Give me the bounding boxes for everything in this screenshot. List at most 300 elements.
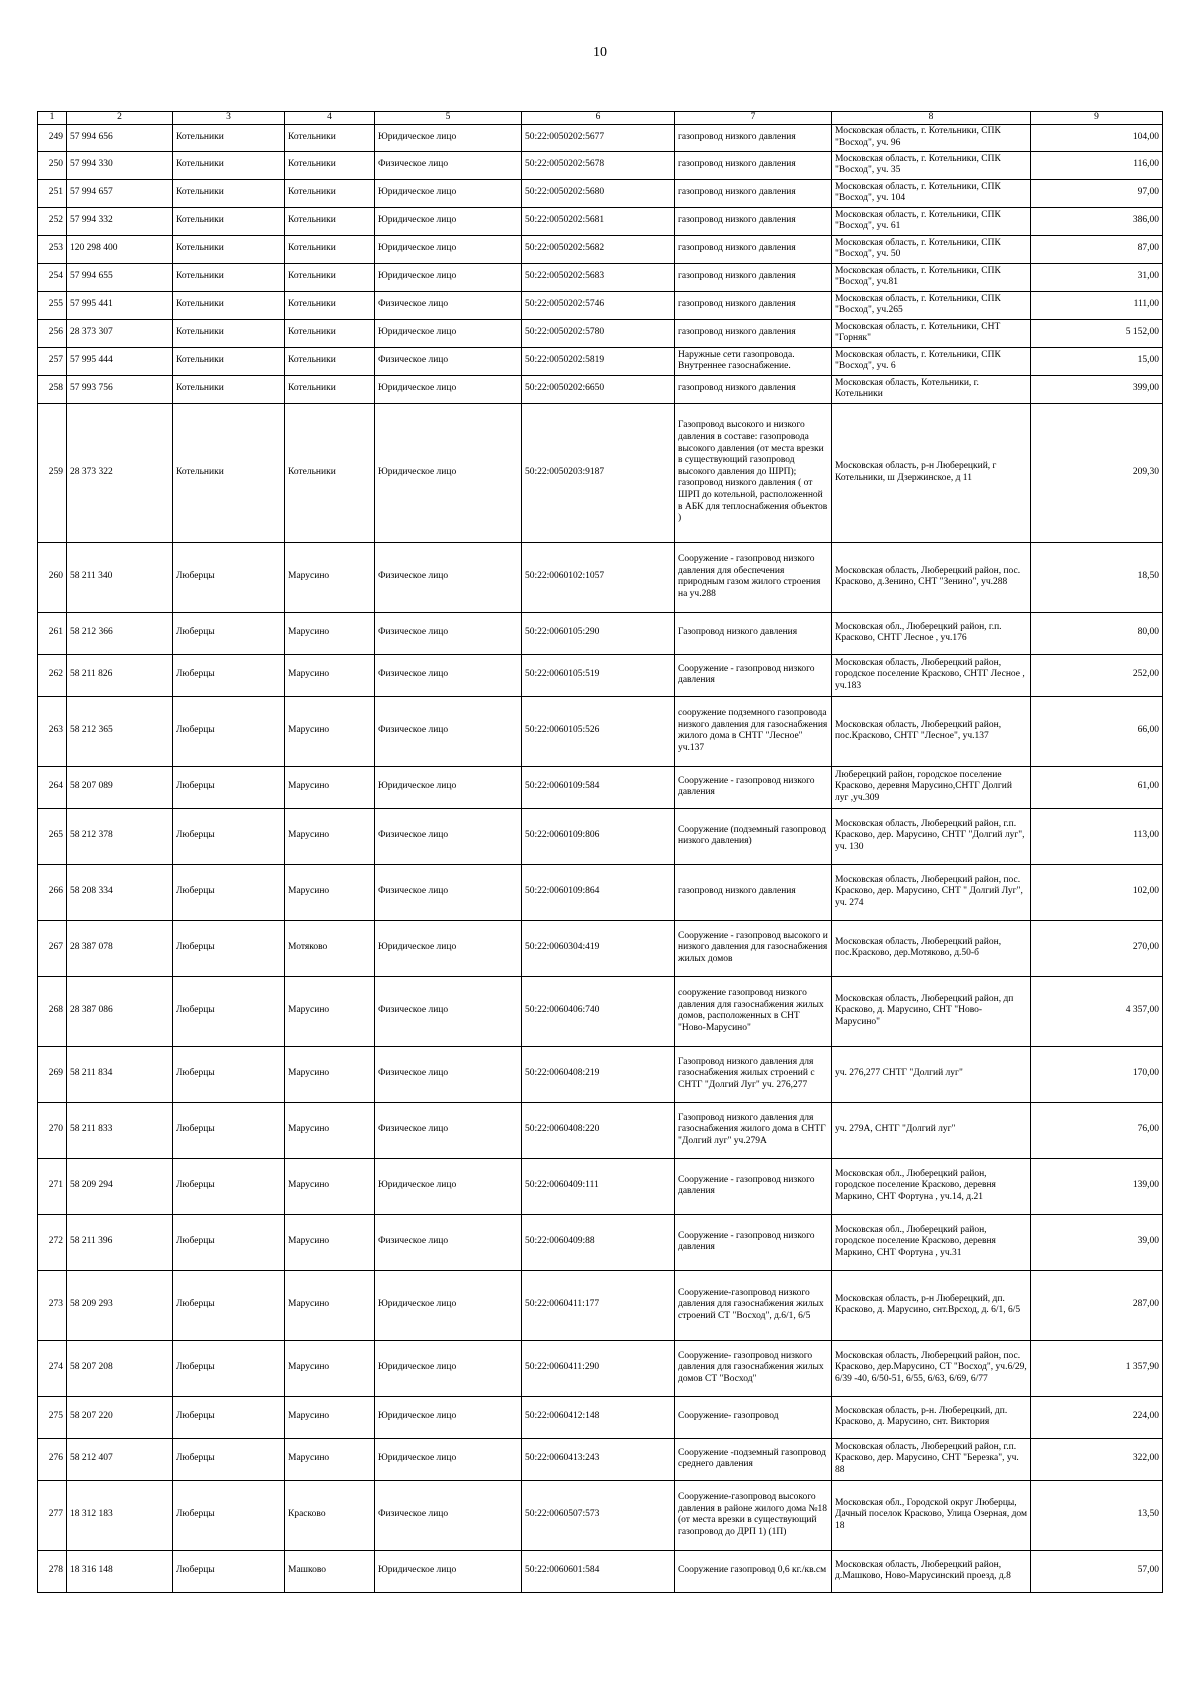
cadastral-number-cell: 50:22:0060409:88 (522, 1214, 675, 1270)
cadastral-number-cell: 50:22:0050202:5677 (522, 124, 675, 151)
object-address-cell: Московская обл., Люберецкий район, городское поселение Красково, деревня Маркино, СНТ Фортуна , уч.31 (832, 1214, 1031, 1270)
settlement-cell: Марусино (285, 864, 375, 920)
table-row (38, 1270, 1163, 1340)
owner-type-cell: Юридическое лицо (375, 1550, 522, 1592)
municipality-cell: Люберцы (173, 1046, 285, 1102)
settlement-cell: Котельники (285, 403, 375, 542)
row-number-cell: 266 (38, 864, 67, 920)
table-row (38, 403, 1163, 542)
municipality-cell: Люберцы (173, 976, 285, 1046)
settlement-cell: Марусино (285, 696, 375, 766)
settlement-cell: Марусино (285, 1396, 375, 1438)
object-length-cell: 66,00 (1031, 696, 1163, 766)
table-row (38, 235, 1163, 263)
object-length-cell: 4 357,00 (1031, 976, 1163, 1046)
table-row (38, 319, 1163, 347)
municipality-cell: Котельники (173, 375, 285, 403)
cadastral-number-cell: 50:22:0050202:5780 (522, 319, 675, 347)
settlement-cell: Марусино (285, 542, 375, 612)
owner-type-cell: Юридическое лицо (375, 1158, 522, 1214)
object-address-cell: Московская область, Люберецкий район, пос. Красково, дер.Марусино, СТ "Восход", уч.6/29, 6/39 -40, 6/50-51, 6/55, 6/63, 6/69, 6/77 (832, 1340, 1031, 1396)
object-address-cell: уч. 279А, СНТГ "Долгий луг" (832, 1102, 1031, 1158)
object-address-cell: Московская область, г. Котельники, СПК "Восход", уч. 61 (832, 207, 1031, 235)
table-row (38, 124, 1163, 151)
cadastral-number-cell: 50:22:0060411:177 (522, 1270, 675, 1340)
municipality-cell: Люберцы (173, 766, 285, 808)
owner-type-cell: Юридическое лицо (375, 207, 522, 235)
object-length-cell: 116,00 (1031, 151, 1163, 179)
column-header: 3 (173, 112, 285, 125)
row-number-cell: 254 (38, 263, 67, 291)
cadastral-number-cell: 50:22:0050202:5682 (522, 235, 675, 263)
municipality-cell: Люберцы (173, 1340, 285, 1396)
owner-type-cell: Физическое лицо (375, 654, 522, 696)
owner-type-cell: Юридическое лицо (375, 263, 522, 291)
page-number: 10 (593, 45, 607, 60)
row-number-cell: 274 (38, 1340, 67, 1396)
row-number-cell: 267 (38, 920, 67, 976)
municipality-cell: Котельники (173, 347, 285, 375)
row-number-cell: 259 (38, 403, 67, 542)
owner-type-cell: Юридическое лицо (375, 1270, 522, 1340)
owner-type-cell: Физическое лицо (375, 151, 522, 179)
object-name-cell: газопровод низкого давления (675, 235, 832, 263)
settlement-cell: Котельники (285, 235, 375, 263)
registry-number-cell: 58 211 396 (67, 1214, 173, 1270)
row-number-cell: 255 (38, 291, 67, 319)
row-number-cell: 265 (38, 808, 67, 864)
settlement-cell: Марусино (285, 1340, 375, 1396)
object-length-cell: 39,00 (1031, 1214, 1163, 1270)
settlement-cell: Котельники (285, 207, 375, 235)
table-row (38, 696, 1163, 766)
owner-type-cell: Физическое лицо (375, 1480, 522, 1550)
object-length-cell: 386,00 (1031, 207, 1163, 235)
municipality-cell: Люберцы (173, 696, 285, 766)
row-number-cell: 264 (38, 766, 67, 808)
object-address-cell: Московская область, Люберецкий район, г.п. Красково, дер. Марусино, СНТГ "Долгий луг", уч. 130 (832, 808, 1031, 864)
registry-number-cell: 18 316 148 (67, 1550, 173, 1592)
object-length-cell: 113,00 (1031, 808, 1163, 864)
registry-number-cell: 120 298 400 (67, 235, 173, 263)
object-address-cell: Московская обл., Люберецкий район, городское поселение Красково, деревня Маркино, СНТ Фортуна , уч.14, д.21 (832, 1158, 1031, 1214)
table-row (38, 347, 1163, 375)
table-row (38, 151, 1163, 179)
object-name-cell: газопровод низкого давления (675, 375, 832, 403)
settlement-cell: Марусино (285, 976, 375, 1046)
object-address-cell: Московская область, р-н. Люберецкий, дп. Красково, д. Марусино, снт. Виктория (832, 1396, 1031, 1438)
table-row (38, 1214, 1163, 1270)
table-row (38, 1102, 1163, 1158)
object-length-cell: 209,30 (1031, 403, 1163, 542)
owner-type-cell: Физическое лицо (375, 347, 522, 375)
row-number-cell: 261 (38, 612, 67, 654)
registry-number-cell: 28 373 322 (67, 403, 173, 542)
municipality-cell: Котельники (173, 291, 285, 319)
cadastral-number-cell: 50:22:0050203:9187 (522, 403, 675, 542)
table-row (38, 1438, 1163, 1480)
owner-type-cell: Юридическое лицо (375, 375, 522, 403)
object-name-cell: Газопровод высокого и низкого давления в составе: газопровода высокого давления (от места врезки в существующий газопровод высокого давления до ШРП); газопровод низкого давления ( от ШРП до котельной, расположенной в АБК для теплоснабжения объектов ) (675, 403, 832, 542)
registry-number-cell: 57 994 655 (67, 263, 173, 291)
registry-number-cell: 57 993 756 (67, 375, 173, 403)
municipality-cell: Котельники (173, 319, 285, 347)
municipality-cell: Котельники (173, 151, 285, 179)
row-number-cell: 278 (38, 1550, 67, 1592)
owner-type-cell: Юридическое лицо (375, 124, 522, 151)
table-row (38, 920, 1163, 976)
owner-type-cell: Юридическое лицо (375, 920, 522, 976)
municipality-cell: Люберцы (173, 1480, 285, 1550)
municipality-cell: Люберцы (173, 542, 285, 612)
municipality-cell: Котельники (173, 124, 285, 151)
register-body (38, 124, 1163, 1592)
object-name-cell: Сооружение газопровод 0,6 кг./кв.см (675, 1550, 832, 1592)
cadastral-number-cell: 50:22:0060408:219 (522, 1046, 675, 1102)
column-header: 5 (375, 112, 522, 125)
object-address-cell: Московская область, Люберецкий район, пос. Красково, д.Зенино, СНТ "Зенино", уч.288 (832, 542, 1031, 612)
cadastral-number-cell: 50:22:0060406:740 (522, 976, 675, 1046)
registry-number-cell: 58 208 334 (67, 864, 173, 920)
object-address-cell: Московская область, Люберецкий район, пос. Красково, дер. Марусино, СНТ " Долгий Луг", уч. 274 (832, 864, 1031, 920)
cadastral-number-cell: 50:22:0060411:290 (522, 1340, 675, 1396)
object-name-cell: сооружение подземного газопровода низкого давления для газоснабжения жилого дома в СНТГ "Лесное" уч.137 (675, 696, 832, 766)
owner-type-cell: Юридическое лицо (375, 1396, 522, 1438)
table-row (38, 864, 1163, 920)
registry-number-cell: 58 209 294 (67, 1158, 173, 1214)
settlement-cell: Котельники (285, 291, 375, 319)
table-row (38, 612, 1163, 654)
settlement-cell: Марусино (285, 1438, 375, 1480)
owner-type-cell: Физическое лицо (375, 1214, 522, 1270)
municipality-cell: Люберцы (173, 864, 285, 920)
registry-number-cell: 58 207 220 (67, 1396, 173, 1438)
register-table (37, 111, 1163, 1593)
object-name-cell: газопровод низкого давления (675, 179, 832, 207)
row-number-cell: 277 (38, 1480, 67, 1550)
settlement-cell: Котельники (285, 347, 375, 375)
object-length-cell: 224,00 (1031, 1396, 1163, 1438)
owner-type-cell: Физическое лицо (375, 808, 522, 864)
settlement-cell: Марусино (285, 766, 375, 808)
municipality-cell: Люберцы (173, 808, 285, 864)
settlement-cell: Мотяково (285, 920, 375, 976)
table-row (38, 542, 1163, 612)
settlement-cell: Марусино (285, 1270, 375, 1340)
settlement-cell: Котельники (285, 263, 375, 291)
owner-type-cell: Физическое лицо (375, 864, 522, 920)
object-name-cell: Наружные сети газопровода. Внутреннее газоснабжение. (675, 347, 832, 375)
object-name-cell: газопровод низкого давления (675, 291, 832, 319)
registry-number-cell: 58 211 340 (67, 542, 173, 612)
table-row (38, 1480, 1163, 1550)
table-row (38, 976, 1163, 1046)
object-address-cell: Люберецкий район, городское поселение Красково, деревня Марусино,СНТГ Долгий луг ,уч.309 (832, 766, 1031, 808)
cadastral-number-cell: 50:22:0050202:5681 (522, 207, 675, 235)
table-row (38, 1046, 1163, 1102)
object-name-cell: газопровод низкого давления (675, 151, 832, 179)
column-number-row (38, 112, 1163, 125)
table-row (38, 207, 1163, 235)
row-number-cell: 252 (38, 207, 67, 235)
cadastral-number-cell: 50:22:0060109:864 (522, 864, 675, 920)
object-address-cell: Московская область, р-н Люберецкий, дп. Красково, д. Марусино, снт.Врсход, д. 6/1, 6/5 (832, 1270, 1031, 1340)
object-address-cell: Московская область, Люберецкий район, пос.Красково, дер.Мотяково, д.50-б (832, 920, 1031, 976)
municipality-cell: Люберцы (173, 920, 285, 976)
object-length-cell: 31,00 (1031, 263, 1163, 291)
registry-number-cell: 58 211 834 (67, 1046, 173, 1102)
municipality-cell: Люберцы (173, 1158, 285, 1214)
cadastral-number-cell: 50:22:0060507:573 (522, 1480, 675, 1550)
row-number-cell: 249 (38, 124, 67, 151)
object-name-cell: Сооружение (подземный газопровод низкого давления) (675, 808, 832, 864)
owner-type-cell: Юридическое лицо (375, 1340, 522, 1396)
owner-type-cell: Юридическое лицо (375, 319, 522, 347)
municipality-cell: Люберцы (173, 1438, 285, 1480)
settlement-cell: Марусино (285, 1214, 375, 1270)
object-address-cell: Московская область, г. Котельники, СПК "Восход", уч. 50 (832, 235, 1031, 263)
object-name-cell: Газопровод низкого давления (675, 612, 832, 654)
municipality-cell: Люберцы (173, 612, 285, 654)
table-row (38, 1550, 1163, 1592)
settlement-cell: Марусино (285, 612, 375, 654)
owner-type-cell: Юридическое лицо (375, 179, 522, 207)
table-row (38, 291, 1163, 319)
object-name-cell: газопровод низкого давления (675, 207, 832, 235)
registry-number-cell: 58 211 826 (67, 654, 173, 696)
municipality-cell: Люберцы (173, 1270, 285, 1340)
object-length-cell: 5 152,00 (1031, 319, 1163, 347)
column-header: 6 (522, 112, 675, 125)
owner-type-cell: Физическое лицо (375, 612, 522, 654)
settlement-cell: Котельники (285, 179, 375, 207)
object-address-cell: Московская область, г. Котельники, СПК "Восход", уч.265 (832, 291, 1031, 319)
cadastral-number-cell: 50:22:0060102:1057 (522, 542, 675, 612)
object-name-cell: газопровод низкого давления (675, 319, 832, 347)
registry-number-cell: 57 994 330 (67, 151, 173, 179)
object-address-cell: Московская область, Люберецкий район, городское поселение Красково, СНТГ Лесное , уч.183 (832, 654, 1031, 696)
object-length-cell: 270,00 (1031, 920, 1163, 976)
owner-type-cell: Физическое лицо (375, 696, 522, 766)
column-header: 2 (67, 112, 173, 125)
object-length-cell: 399,00 (1031, 375, 1163, 403)
settlement-cell: Котельники (285, 151, 375, 179)
object-length-cell: 15,00 (1031, 347, 1163, 375)
object-name-cell: Сооружение- газопровод низкого давления для газоснабжения жилых домов СТ "Восход" (675, 1340, 832, 1396)
object-address-cell: Московская обл., Люберецкий район, г.п. Красково, СНТГ Лесное , уч.176 (832, 612, 1031, 654)
cadastral-number-cell: 50:22:0050202:6650 (522, 375, 675, 403)
row-number-cell: 253 (38, 235, 67, 263)
municipality-cell: Котельники (173, 179, 285, 207)
object-length-cell: 57,00 (1031, 1550, 1163, 1592)
settlement-cell: Машково (285, 1550, 375, 1592)
row-number-cell: 269 (38, 1046, 67, 1102)
row-number-cell: 258 (38, 375, 67, 403)
table-row (38, 1158, 1163, 1214)
table-row (38, 179, 1163, 207)
object-length-cell: 322,00 (1031, 1438, 1163, 1480)
object-name-cell: сооружение газопровод низкого давления для газоснабжения жилых домов, расположенных в СНТ "Ново-Марусино" (675, 976, 832, 1046)
row-number-cell: 272 (38, 1214, 67, 1270)
object-length-cell: 104,00 (1031, 124, 1163, 151)
municipality-cell: Люберцы (173, 1102, 285, 1158)
row-number-cell: 276 (38, 1438, 67, 1480)
registry-number-cell: 58 212 365 (67, 696, 173, 766)
object-name-cell: газопровод низкого давления (675, 124, 832, 151)
object-name-cell: Сооружение - газопровод низкого давления (675, 766, 832, 808)
settlement-cell: Марусино (285, 654, 375, 696)
object-name-cell: Сооружение-газопровод высокого давления в районе жилого дома №18 (от места врезки в существующий газопровод до ДРП 1) (1П) (675, 1480, 832, 1550)
object-length-cell: 87,00 (1031, 235, 1163, 263)
registry-number-cell: 57 994 332 (67, 207, 173, 235)
object-name-cell: Газопровод низкого давления для газоснабжения жилого дома в СНТГ "Долгий луг" уч.279А (675, 1102, 832, 1158)
object-length-cell: 13,50 (1031, 1480, 1163, 1550)
object-address-cell: Московская область, Люберецкий район, пос.Красково, СНТГ "Лесное", уч.137 (832, 696, 1031, 766)
object-address-cell: Московская область, г. Котельники, СПК "Восход", уч. 104 (832, 179, 1031, 207)
cadastral-number-cell: 50:22:0060601:584 (522, 1550, 675, 1592)
registry-number-cell: 58 211 833 (67, 1102, 173, 1158)
owner-type-cell: Юридическое лицо (375, 403, 522, 542)
owner-type-cell: Физическое лицо (375, 1102, 522, 1158)
cadastral-number-cell: 50:22:0050202:5680 (522, 179, 675, 207)
owner-type-cell: Юридическое лицо (375, 1438, 522, 1480)
owner-type-cell: Физическое лицо (375, 976, 522, 1046)
municipality-cell: Котельники (173, 403, 285, 542)
settlement-cell: Котельники (285, 319, 375, 347)
row-number-cell: 268 (38, 976, 67, 1046)
cadastral-number-cell: 50:22:0060304:419 (522, 920, 675, 976)
owner-type-cell: Юридическое лицо (375, 766, 522, 808)
table-row (38, 1396, 1163, 1438)
registry-number-cell: 57 995 444 (67, 347, 173, 375)
object-address-cell: Московская область, г. Котельники, СПК "Восход", уч. 96 (832, 124, 1031, 151)
object-length-cell: 80,00 (1031, 612, 1163, 654)
table-row (38, 654, 1163, 696)
registry-number-cell: 58 212 378 (67, 808, 173, 864)
object-address-cell: Московская область, Люберецкий район, г.п. Красково, дер. Марусино, СНТ "Березка", уч. 88 (832, 1438, 1031, 1480)
cadastral-number-cell: 50:22:0060109:806 (522, 808, 675, 864)
object-length-cell: 111,00 (1031, 291, 1163, 319)
cadastral-number-cell: 50:22:0050202:5819 (522, 347, 675, 375)
cadastral-number-cell: 50:22:0060105:519 (522, 654, 675, 696)
row-number-cell: 251 (38, 179, 67, 207)
object-address-cell: Московская область, р-н Люберецкий, г Котельники, ш Дзержинское, д 11 (832, 403, 1031, 542)
object-length-cell: 1 357,90 (1031, 1340, 1163, 1396)
object-name-cell: Сооружение -подземный газопровод среднего давления (675, 1438, 832, 1480)
column-header: 4 (285, 112, 375, 125)
object-name-cell: Газопровод низкого давления для газоснабжения жилых строений с СНТГ "Долгий Луг" уч. 276,277 (675, 1046, 832, 1102)
object-address-cell: Московская область, Котельники, г. Котельники (832, 375, 1031, 403)
settlement-cell: Марусино (285, 1158, 375, 1214)
object-address-cell: Московская область, г. Котельники, СПК "Восход", уч. 6 (832, 347, 1031, 375)
object-length-cell: 61,00 (1031, 766, 1163, 808)
object-name-cell: Сооружение - газопровод низкого давления (675, 654, 832, 696)
row-number-cell: 257 (38, 347, 67, 375)
row-number-cell: 260 (38, 542, 67, 612)
registry-number-cell: 58 209 293 (67, 1270, 173, 1340)
registry-number-cell: 28 373 307 (67, 319, 173, 347)
object-name-cell: газопровод низкого давления (675, 864, 832, 920)
cadastral-number-cell: 50:22:0060413:243 (522, 1438, 675, 1480)
cadastral-number-cell: 50:22:0050202:5746 (522, 291, 675, 319)
row-number-cell: 263 (38, 696, 67, 766)
municipality-cell: Котельники (173, 207, 285, 235)
column-header: 1 (38, 112, 67, 125)
cadastral-number-cell: 50:22:0060109:584 (522, 766, 675, 808)
row-number-cell: 270 (38, 1102, 67, 1158)
object-address-cell: Московская область, Люберецкий район, дп Красково, д. Марусино, СНТ "Ново-Марусино" (832, 976, 1031, 1046)
object-length-cell: 287,00 (1031, 1270, 1163, 1340)
object-length-cell: 252,00 (1031, 654, 1163, 696)
table-row (38, 808, 1163, 864)
settlement-cell: Марусино (285, 1046, 375, 1102)
registry-number-cell: 58 212 407 (67, 1438, 173, 1480)
settlement-cell: Марусино (285, 808, 375, 864)
object-address-cell: Московская обл., Городской округ Люберцы, Дачный поселок Красково, Улица Озерная, дом 18 (832, 1480, 1031, 1550)
row-number-cell: 250 (38, 151, 67, 179)
row-number-cell: 271 (38, 1158, 67, 1214)
registry-number-cell: 58 212 366 (67, 612, 173, 654)
object-length-cell: 76,00 (1031, 1102, 1163, 1158)
cadastral-number-cell: 50:22:0060412:148 (522, 1396, 675, 1438)
row-number-cell: 256 (38, 319, 67, 347)
row-number-cell: 262 (38, 654, 67, 696)
municipality-cell: Люберцы (173, 1550, 285, 1592)
row-number-cell: 273 (38, 1270, 67, 1340)
cadastral-number-cell: 50:22:0050202:5683 (522, 263, 675, 291)
cadastral-number-cell: 50:22:0060408:220 (522, 1102, 675, 1158)
registry-number-cell: 28 387 078 (67, 920, 173, 976)
cadastral-number-cell: 50:22:0060105:526 (522, 696, 675, 766)
owner-type-cell: Физическое лицо (375, 542, 522, 612)
settlement-cell: Красково (285, 1480, 375, 1550)
object-address-cell: уч. 276,277 СНТГ "Долгий луг" (832, 1046, 1031, 1102)
column-header: 9 (1031, 112, 1163, 125)
municipality-cell: Котельники (173, 235, 285, 263)
object-length-cell: 97,00 (1031, 179, 1163, 207)
registry-number-cell: 28 387 086 (67, 976, 173, 1046)
table-row (38, 263, 1163, 291)
registry-number-cell: 58 207 208 (67, 1340, 173, 1396)
settlement-cell: Котельники (285, 375, 375, 403)
object-name-cell: Сооружение- газопровод (675, 1396, 832, 1438)
owner-type-cell: Физическое лицо (375, 291, 522, 319)
settlement-cell: Котельники (285, 124, 375, 151)
cadastral-number-cell: 50:22:0050202:5678 (522, 151, 675, 179)
settlement-cell: Марусино (285, 1102, 375, 1158)
object-length-cell: 102,00 (1031, 864, 1163, 920)
object-address-cell: Московская область, г. Котельники, СПК "Восход", уч. 35 (832, 151, 1031, 179)
object-address-cell: Московская область, Люберецкий район, д.Машково, Ново-Марусинский проезд, д.8 (832, 1550, 1031, 1592)
registry-number-cell: 58 207 089 (67, 766, 173, 808)
table-row (38, 1340, 1163, 1396)
object-name-cell: Сооружение - газопровод высокого и низкого давления для газоснабжения жилых домов (675, 920, 832, 976)
object-name-cell: Сооружение-газопровод низкого давления для газоснабжения жилых строений СТ "Восход", д.6/1, 6/5 (675, 1270, 832, 1340)
cadastral-number-cell: 50:22:0060105:290 (522, 612, 675, 654)
cadastral-number-cell: 50:22:0060409:111 (522, 1158, 675, 1214)
object-length-cell: 170,00 (1031, 1046, 1163, 1102)
table-row (38, 375, 1163, 403)
municipality-cell: Люберцы (173, 654, 285, 696)
municipality-cell: Котельники (173, 263, 285, 291)
row-number-cell: 275 (38, 1396, 67, 1438)
registry-number-cell: 57 994 657 (67, 179, 173, 207)
object-name-cell: Сооружение - газопровод низкого давления для обеспечения природным газом жилого строения на уч.288 (675, 542, 832, 612)
object-name-cell: Сооружение - газопровод низкого давления (675, 1158, 832, 1214)
registry-number-cell: 57 994 656 (67, 124, 173, 151)
registry-number-cell: 18 312 183 (67, 1480, 173, 1550)
owner-type-cell: Физическое лицо (375, 1046, 522, 1102)
